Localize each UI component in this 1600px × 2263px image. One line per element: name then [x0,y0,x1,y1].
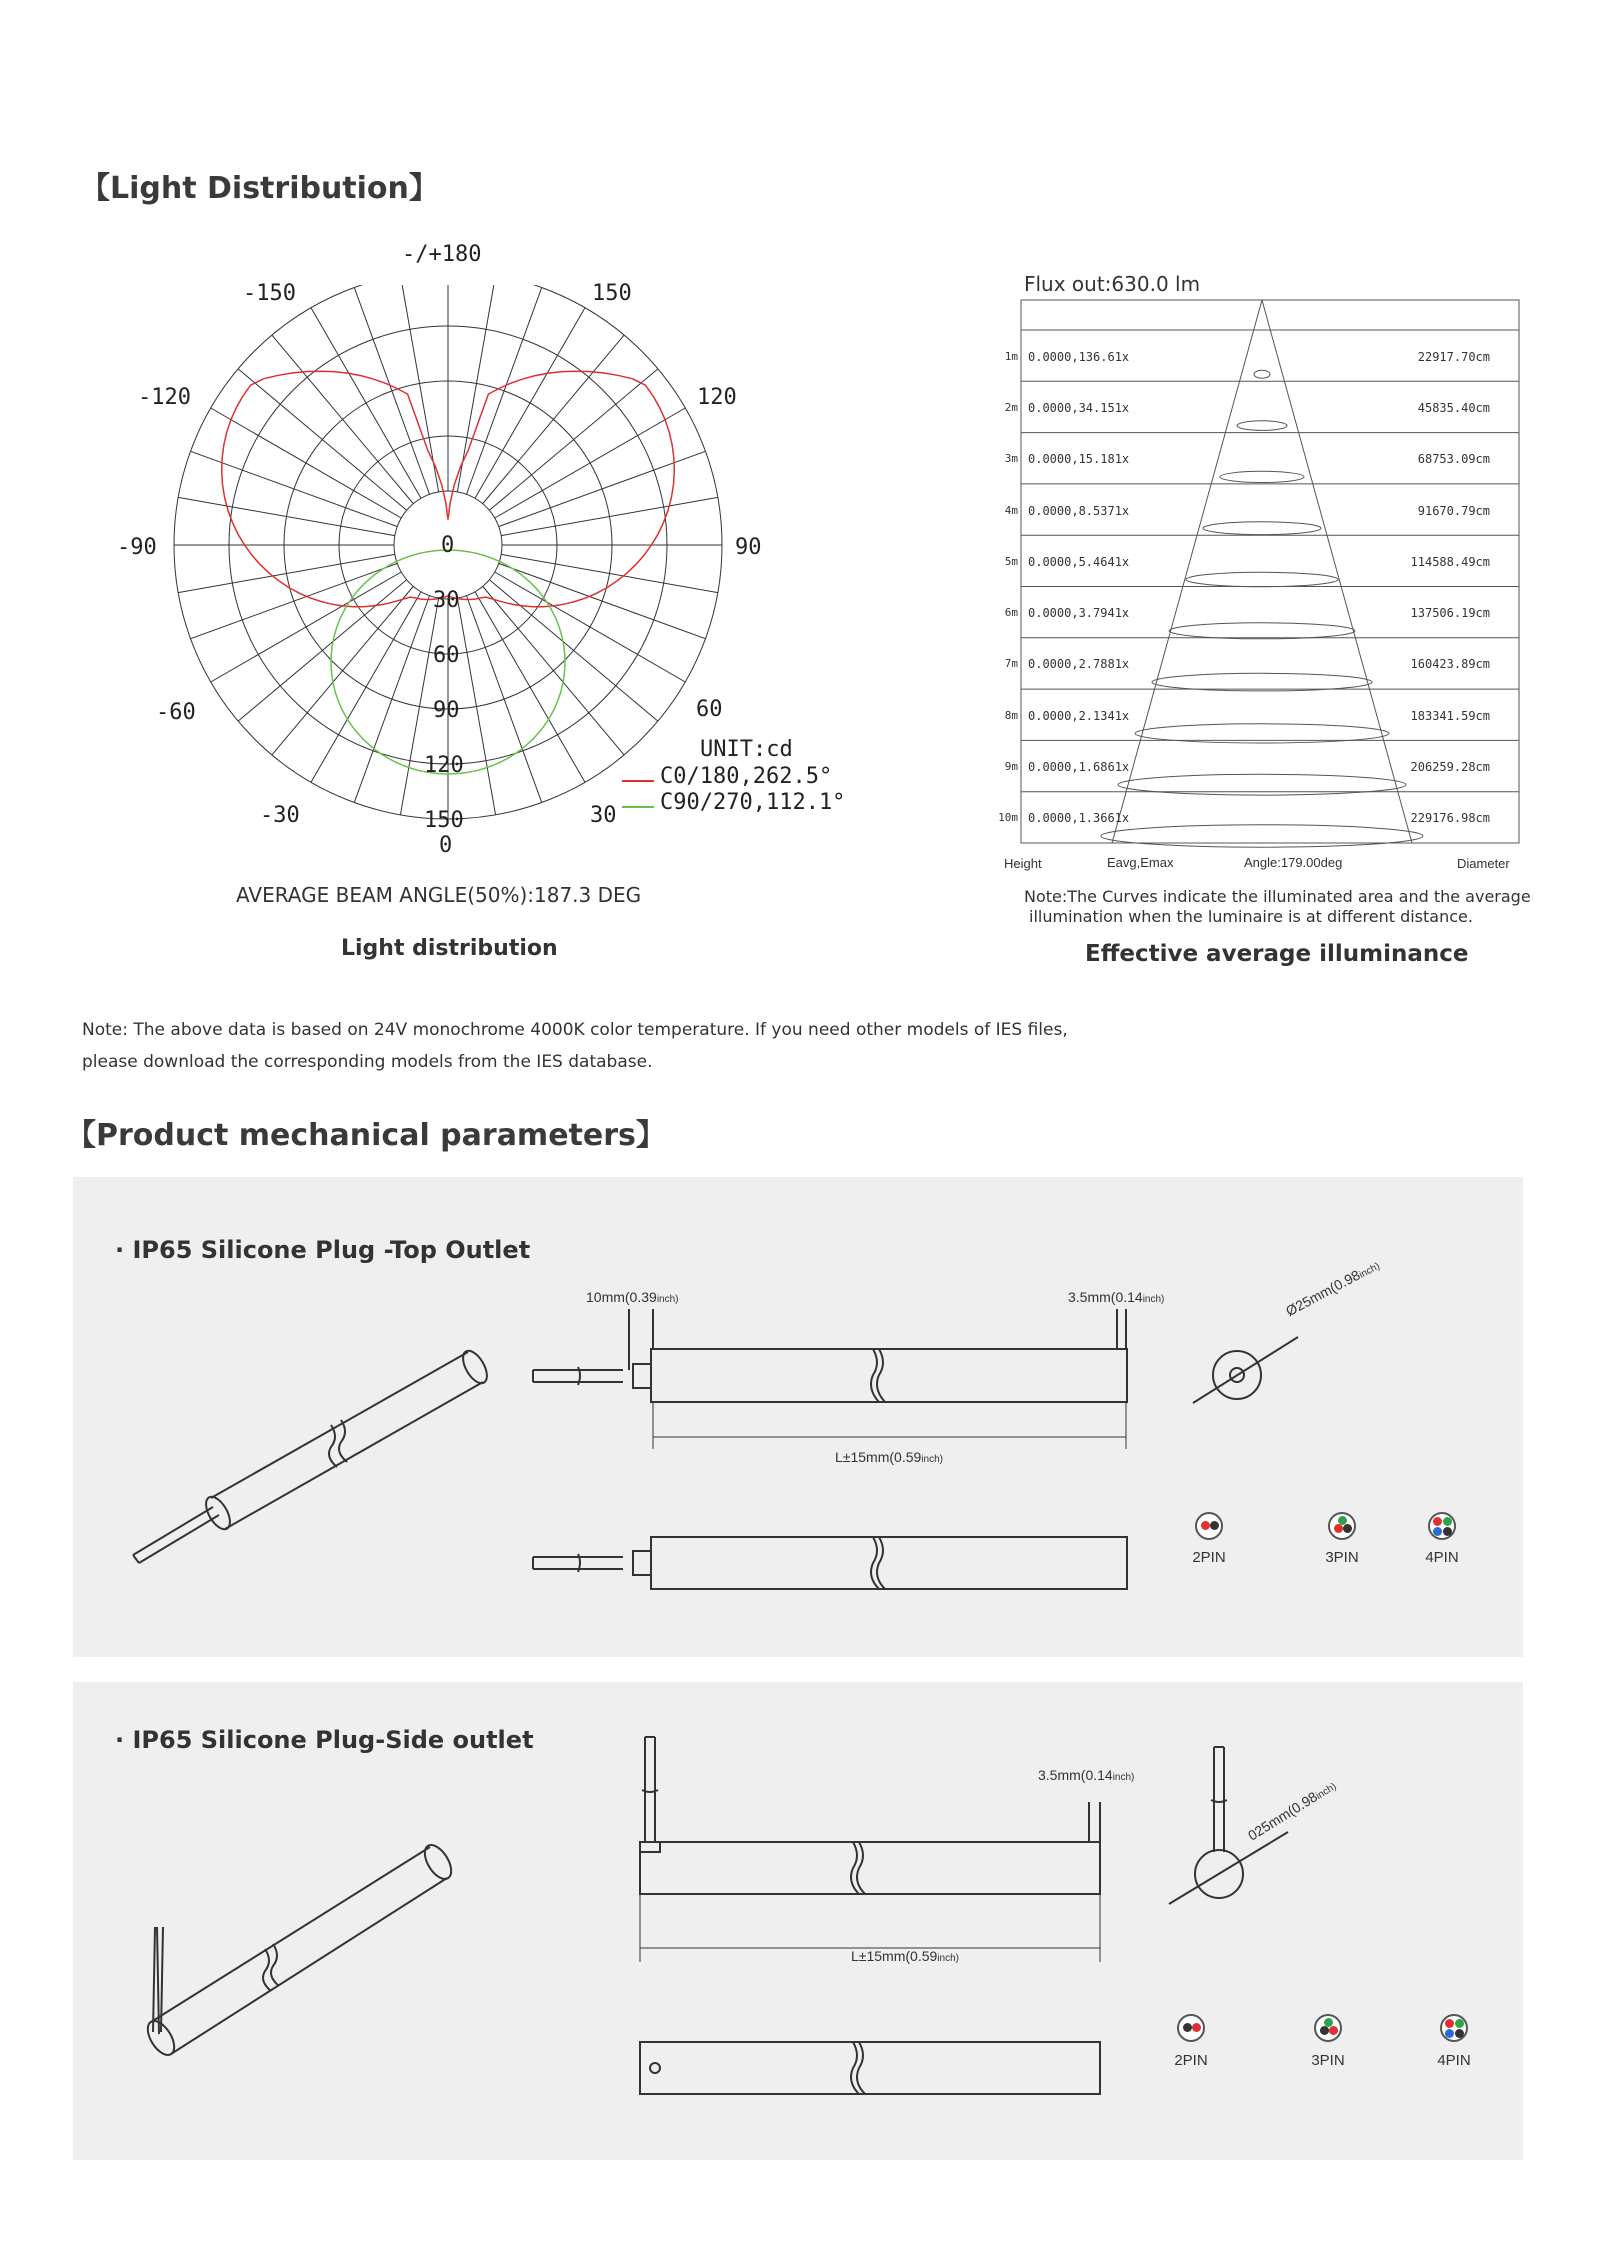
side-dim-right: 3.5mm(0.14inch) [1038,1767,1135,1783]
pin-3-label: 3PIN [1325,1549,1359,1566]
side-pin-4-icon [1440,2014,1468,2042]
side-pin-2-icon [1177,2014,1205,2042]
radial-label-30: 30 [433,588,460,613]
illuminance-caption: Effective average illuminance [1085,941,1469,967]
polar-spoke [489,369,658,510]
illum-height: 5m [1004,554,1018,568]
angle-label-p150: 150 [592,281,632,306]
illuminance-rows [980,296,1530,848]
side-pin-2-label: 2PIN [1174,2052,1208,2069]
side-dim-length: L±15mm(0.59inch) [851,1948,959,1964]
top-outlet-front-view [533,1309,1127,1449]
polar-spoke [178,497,395,535]
pin-2-label: 2PIN [1192,1549,1226,1566]
angle-label-0: 0 [439,833,453,858]
illum-height: 9m [1004,760,1018,774]
polar-spoke [354,288,429,495]
illum-height: 7m [1004,657,1018,671]
flux-label: Flux out:630.0 lm [1024,272,1201,296]
top-dim-diameter: Ø25mm(0.98inch) [1283,1260,1382,1320]
footer-angle: Angle:179.00deg [1244,855,1343,870]
illum-height: 1m [1004,349,1018,363]
radial-label-120: 120 [424,753,464,778]
illum-values: 0.0000,2.7881x [1028,657,1130,672]
polar-spoke [501,497,718,535]
side-pin-3-label: 3PIN [1311,2052,1345,2069]
illum-diameter: 114588.49cm [1410,554,1490,569]
illum-values: 0.0000,2.1341x [1028,708,1130,723]
polar-spoke [489,580,658,721]
polar-spoke [311,592,421,783]
pin-2-icon [1195,1512,1223,1540]
illuminance-note-1: Note:The Curves indicate the illuminated area and the average [1024,887,1531,906]
polar-spoke [311,308,421,499]
note-line-2: please download the corresponding models from the IES database. [82,1052,653,1072]
beam-angle-text: AVERAGE BEAM ANGLE(50%):187.3 DEG [236,883,642,907]
side-pin-4-label: 4PIN [1437,2052,1471,2069]
light-distribution-heading: 【Light Distribution】 [80,171,439,206]
legend-swatch-c90 [622,806,654,808]
illum-diameter: 229176.98cm [1410,811,1490,826]
top-dim-length: L±15mm(0.59inch) [835,1449,943,1465]
note-line-1: Note: The above data is based on 24V monochrome 4000K color temperature. If you need other models of IES files, [82,1020,1068,1040]
polar-spoke [483,335,624,504]
side-outlet-panel [73,1682,1523,2160]
legend-c90: C90/270,112.1° [660,790,846,815]
top-dim-left: 10mm(0.39inch) [586,1289,679,1305]
illuminance-note-2: illumination when the luminaire is at different distance. [1029,907,1473,926]
legend-swatch-c0 [622,780,654,782]
polar-spoke [475,308,585,499]
angle-label-m30: -30 [260,803,300,828]
illum-diameter: 160423.89cm [1410,657,1490,672]
polar-spoke [272,586,413,755]
illum-height: 2m [1004,400,1018,414]
illum-height: 10m [998,811,1018,825]
polar-spoke [354,596,429,803]
polar-spoke [211,408,402,518]
side-outlet-drawing [73,1682,1523,2160]
top-outlet-perspective-tube [133,1347,492,1563]
illum-values: 0.0000,15.181x [1028,452,1130,467]
polar-spoke [483,586,624,755]
unit-label: UNIT:cd [700,737,793,762]
angle-label-180: -/+180 [402,242,482,267]
side-outlet-bottom-view [640,2042,1100,2094]
top-outlet-drawing [73,1177,1523,1657]
footer-diameter: Diameter [1457,856,1510,871]
top-dim-right: 3.5mm(0.14inch) [1068,1289,1165,1305]
top-outlet-panel [73,1177,1523,1657]
illum-height: 6m [1004,606,1018,620]
angle-label-p90: 90 [735,535,762,560]
top-outlet-side-view [533,1537,1127,1589]
pin-4-label: 4PIN [1425,1549,1459,1566]
angle-label-p60: 60 [696,697,723,722]
illum-values: 0.0000,1.6861x [1028,760,1130,775]
polar-spoke [499,563,706,638]
side-pin-3-icon [1314,2014,1342,2042]
illum-values: 0.0000,136.61x [1028,349,1130,364]
illum-diameter: 68753.09cm [1417,452,1490,467]
illum-height: 4m [1004,503,1018,517]
illum-diameter: 22917.70cm [1417,349,1490,364]
angle-label-m90: -90 [117,535,157,560]
illum-height: 8m [1004,708,1018,722]
side-outlet-title: · IP65 Silicone Plug-Side outlet [115,1726,534,1754]
side-outlet-perspective-tube [142,1841,456,2060]
polar-spoke [495,408,686,518]
polar-spoke [211,572,402,682]
illum-height: 3m [1004,452,1018,466]
polar-spoke [495,572,686,682]
legend-c0: C0/180,262.5° [660,764,833,789]
illum-diameter: 206259.28cm [1410,760,1490,775]
polar-spoke [466,596,541,803]
polar-spoke [466,288,541,495]
footer-eavg: Eavg,Emax [1107,855,1174,870]
angle-label-m60: -60 [156,700,196,725]
polar-spoke [272,335,413,504]
illum-diameter: 137506.19cm [1410,606,1490,621]
radial-label-60: 60 [433,643,460,668]
polar-spoke [457,598,495,815]
illum-values: 0.0000,5.4641x [1028,554,1130,569]
polar-spoke [191,563,398,638]
mechanical-heading: 【Product mechanical parameters】 [66,1118,666,1153]
pin-3-icon [1328,1512,1356,1540]
illum-values: 0.0000,34.151x [1028,400,1130,415]
illum-values: 0.0000,1.3661x [1028,811,1130,826]
side-outlet-front-view [640,1737,1100,1962]
angle-label-p120: 120 [697,385,737,410]
angle-label-p30: 30 [590,803,617,828]
radial-label-0: 0 [441,533,455,558]
top-outlet-end-view [1193,1337,1298,1403]
footer-height: Height [1004,856,1042,871]
polar-spoke [475,592,585,783]
illum-diameter: 183341.59cm [1410,708,1490,723]
illum-diameter: 45835.40cm [1417,400,1490,415]
light-distribution-caption: Light distribution [341,936,558,961]
illum-values: 0.0000,8.5371x [1028,503,1130,518]
side-dim-diameter: 025mm(0.98inch) [1245,1781,1339,1844]
illum-values: 0.0000,3.7941x [1028,606,1130,621]
illum-diameter: 91670.79cm [1417,503,1490,518]
pin-4-icon [1428,1512,1456,1540]
angle-label-m120: -120 [138,385,191,410]
polar-spoke [238,580,407,721]
radial-label-90: 90 [433,698,460,723]
radial-label-150: 150 [424,808,464,833]
polar-spoke [238,369,407,510]
top-outlet-title: · IP65 Silicone Plug -Top Outlet [115,1236,531,1264]
angle-label-m150: -150 [243,281,296,306]
